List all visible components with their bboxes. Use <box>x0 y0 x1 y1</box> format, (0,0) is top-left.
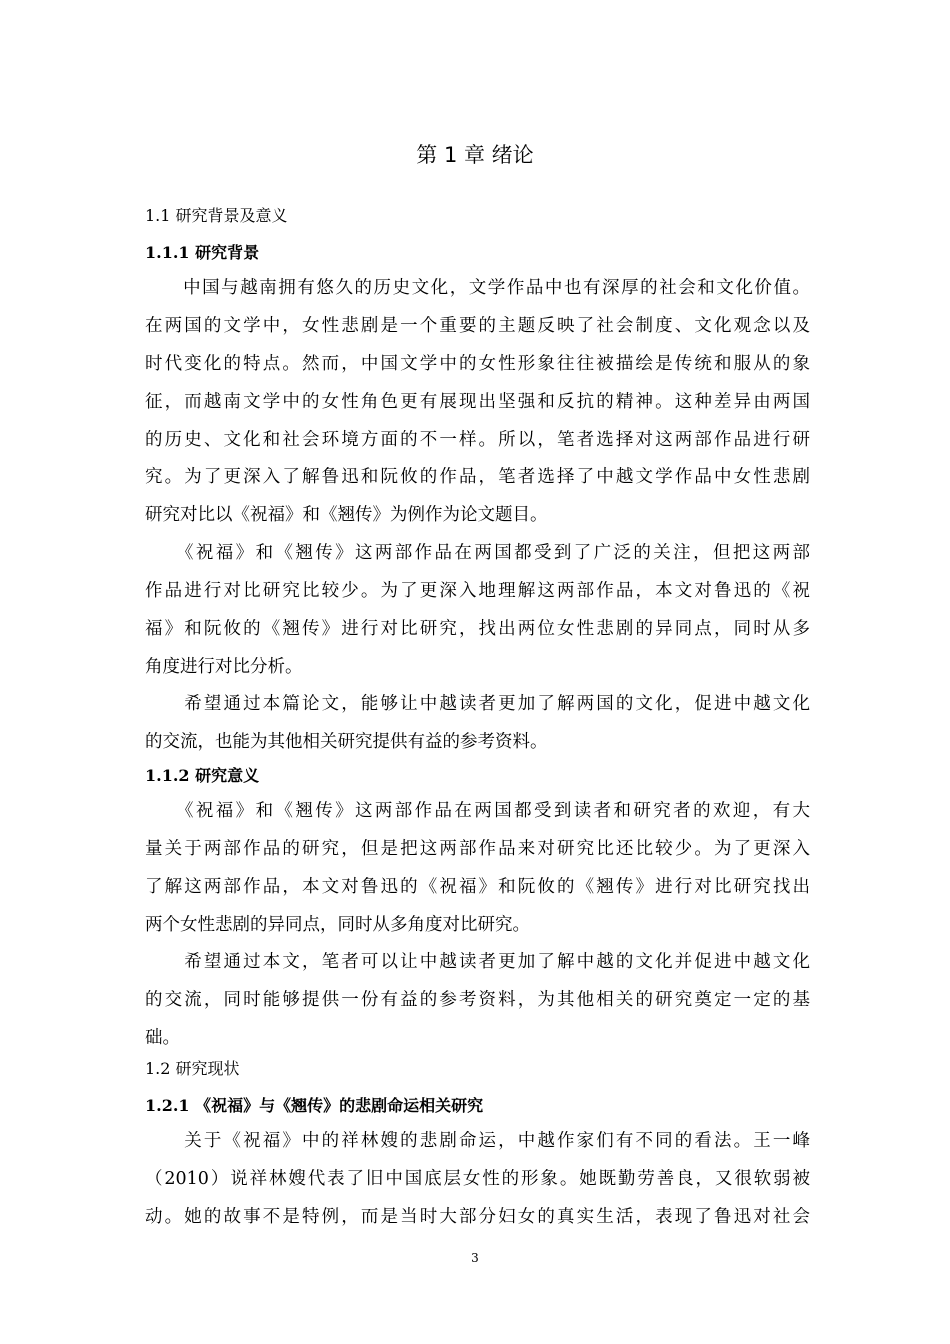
text-line: 中国与越南拥有悠久的历史文化，文学作品中也有深厚的社会和文化价值。 <box>145 278 810 298</box>
text-line: 征，而越南文学中的女性角色更有展现出坚强和反抗的精神。这种差异由两国 <box>145 391 810 412</box>
text-line: 角度进行对比分析。 <box>145 656 303 677</box>
text-line: 的交流，也能为其他相关研究提供有益的参考资料。 <box>145 731 548 752</box>
paragraph-background-1 <box>145 270 810 535</box>
paragraph-background-2 <box>145 535 810 687</box>
text-line: 量关于两部作品的研究，但是把这两部作品来对研究比还比较少。为了更深入 <box>145 838 810 859</box>
section-heading-1-2: 1.2 研究现状 <box>145 1059 240 1078</box>
text-line: 福》和阮攸的《翘传》进行对比研究，找出两位女性悲剧的异同点，同时从多 <box>145 618 810 639</box>
text-line: 在两国的文学中，女性悲剧是一个重要的主题反映了社会制度、文化观念以及 <box>145 315 810 336</box>
text-line: 的交流，同时能够提供一份有益的参考资料，为其他相关的研究奠定一定的基 <box>145 989 810 1010</box>
text-line: 时代变化的特点。然而，中国文学中的女性形象往往被描绘是传统和服从的象 <box>145 353 810 374</box>
paragraph-significance-1 <box>145 793 810 945</box>
subsection-heading-1-1-2: 1.1.2 研究意义 <box>145 766 260 785</box>
text-line: （2010）说祥林嫂代表了旧中国底层女性的形象。她既勤劳善良，又很软弱被 <box>145 1168 810 1189</box>
text-line: 动。她的故事不是特例，而是当时大部分妇女的真实生活，表现了鲁迅对社会 <box>145 1206 810 1227</box>
text-line: 究。为了更深入了解鲁迅和阮攸的作品，笔者选择了中越文学作品中女性悲剧 <box>145 467 810 488</box>
text-line: 了解这两部作品，本文对鲁迅的《祝福》和阮攸的《翘传》进行对比研究找出 <box>145 876 810 897</box>
text-line: 《祝福》和《翘传》这两部作品在两国都受到了广泛的关注，但把这两部 <box>145 543 810 563</box>
text-line: 希望通过本文，笔者可以让中越读者更加了解中越的文化并促进中越文化 <box>145 952 810 972</box>
page-number: 3 <box>471 1251 479 1265</box>
text-line: 希望通过本篇论文，能够让中越读者更加了解两国的文化，促进中越文化 <box>145 694 810 714</box>
subsection-heading-1-2-1: 1.2.1 《祝福》与《翘传》的悲剧命运相关研究 <box>145 1096 484 1115</box>
text-line: 《祝福》和《翘传》这两部作品在两国都受到读者和研究者的欢迎，有大 <box>145 801 810 821</box>
paragraph-background-3 <box>145 686 810 762</box>
text-line: 作品进行对比研究比较少。为了更深入地理解这两部作品，本文对鲁迅的《祝 <box>145 580 810 601</box>
paragraph-status-1 <box>145 1123 810 1237</box>
paragraph-significance-2 <box>145 944 810 1058</box>
chapter-title: 第 1 章 绪论 <box>416 143 534 167</box>
text-line: 关于《祝福》中的祥林嫂的悲剧命运，中越作家们有不同的看法。王一峰 <box>145 1131 810 1151</box>
text-line: 础。 <box>145 1027 180 1048</box>
text-line: 两个女性悲剧的异同点，同时从多角度对比研究。 <box>145 914 530 935</box>
text-line: 研究对比以《祝福》和《翘传》为例作为论文题目。 <box>145 505 548 526</box>
subsection-heading-1-1-1: 1.1.1 研究背景 <box>145 243 260 262</box>
section-heading-1-1: 1.1 研究背景及意义 <box>145 206 288 225</box>
text-line: 的历史、文化和社会环境方面的不一样。所以，笔者选择对这两部作品进行研 <box>145 429 810 450</box>
